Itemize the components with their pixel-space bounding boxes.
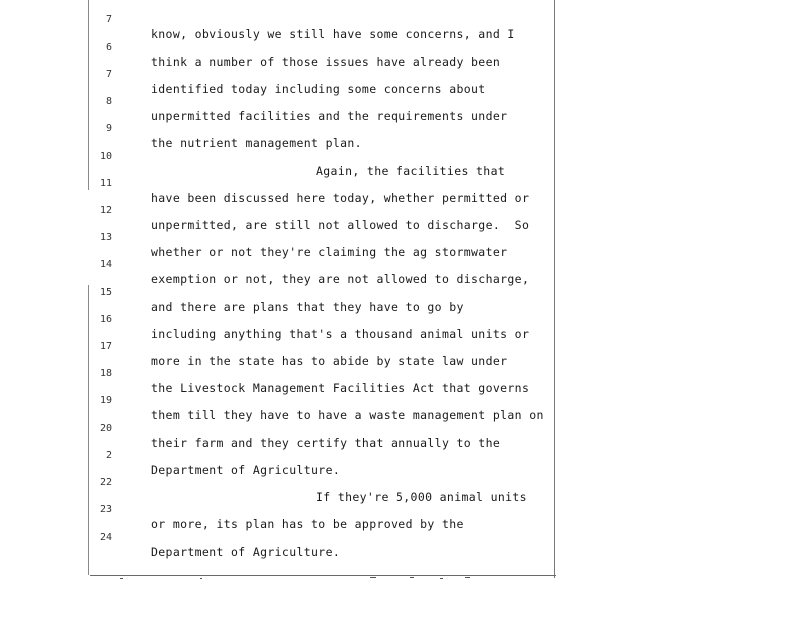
line-number: 17 <box>99 341 112 352</box>
line-number: 8 <box>105 96 112 107</box>
line-number: 24 <box>99 532 112 543</box>
transcript-line <box>0 272 560 314</box>
transcript-line <box>0 353 560 395</box>
line-text: their farm and they certify that annually to the <box>151 436 501 450</box>
transcript-line <box>0 435 560 477</box>
line-text: more in the state has to abide by state law under <box>151 354 508 368</box>
line-text: identified today including some concerns about <box>151 82 486 96</box>
line-text: whether or not they're claiming the ag stormwater <box>151 245 508 259</box>
line-text: unpermitted facilities and the requirements under <box>151 109 508 123</box>
line-number: 20 <box>99 423 112 434</box>
scan-speck <box>200 578 202 579</box>
line-number: 7 <box>105 69 112 80</box>
scan-speck <box>410 577 414 578</box>
line-number: 23 <box>99 504 112 515</box>
line-text: the nutrient management plan. <box>151 136 362 150</box>
scan-speck <box>120 578 123 579</box>
transcript-line <box>0 27 560 69</box>
line-text: the Livestock Management Facilities Act that governs <box>151 381 530 395</box>
transcript-line <box>0 517 560 559</box>
line-text: know, obviously we still have some concerns, and I <box>151 27 515 41</box>
transcript-line <box>0 408 560 450</box>
transcript-line <box>0 136 560 178</box>
scan-speck <box>370 577 376 578</box>
transcript-line <box>0 299 560 341</box>
line-number: 16 <box>99 314 112 325</box>
line-number: 6 <box>105 42 112 53</box>
line-number: 10 <box>99 151 112 162</box>
line-text: Again, the facilities that <box>316 164 506 178</box>
bottom-margin-rule <box>90 575 556 576</box>
line-text: exemption or not, they are not allowed to discharge, <box>151 272 530 286</box>
scan-speck <box>465 577 470 578</box>
transcript-line <box>0 217 560 259</box>
line-number: 13 <box>99 232 112 243</box>
transcript-line <box>0 108 560 150</box>
line-number: 12 <box>99 205 112 216</box>
line-number: 2 <box>105 450 112 461</box>
scan-speck <box>440 578 443 579</box>
line-text: Department of Agriculture. <box>151 545 341 559</box>
transcript-line <box>0 380 560 422</box>
line-text: including anything that's a thousand animal units or <box>151 327 530 341</box>
transcript-line <box>0 462 560 504</box>
line-text: If they're 5,000 animal units <box>316 490 527 504</box>
line-text: have been discussed here today, whether permitted or <box>151 191 530 205</box>
line-number: 22 <box>99 477 112 488</box>
line-text: think a number of those issues have already been <box>151 55 501 69</box>
transcript-line <box>0 163 560 205</box>
transcript-line <box>0 54 560 96</box>
line-number: 19 <box>99 395 112 406</box>
line-text: them till they have to have a waste management plan on <box>151 408 544 422</box>
line-number: 15 <box>99 287 112 298</box>
transcript-line <box>0 0 560 41</box>
line-number: 9 <box>105 123 112 134</box>
line-number: 11 <box>99 178 112 189</box>
transcript-line <box>0 326 560 368</box>
line-text: Department of Agriculture. <box>151 463 341 477</box>
transcript-line <box>0 190 560 232</box>
line-text: unpermitted, are still not allowed to discharge. So <box>151 218 530 232</box>
line-text: or more, its plan has to be approved by the <box>151 517 464 531</box>
line-number: 7 <box>105 14 112 25</box>
line-number: 14 <box>99 259 112 270</box>
line-text: and there are plans that they have to go by <box>151 300 464 314</box>
transcript-line <box>0 489 560 531</box>
transcript-line <box>0 81 560 123</box>
transcript-line <box>0 244 560 286</box>
line-number: 18 <box>99 368 112 379</box>
